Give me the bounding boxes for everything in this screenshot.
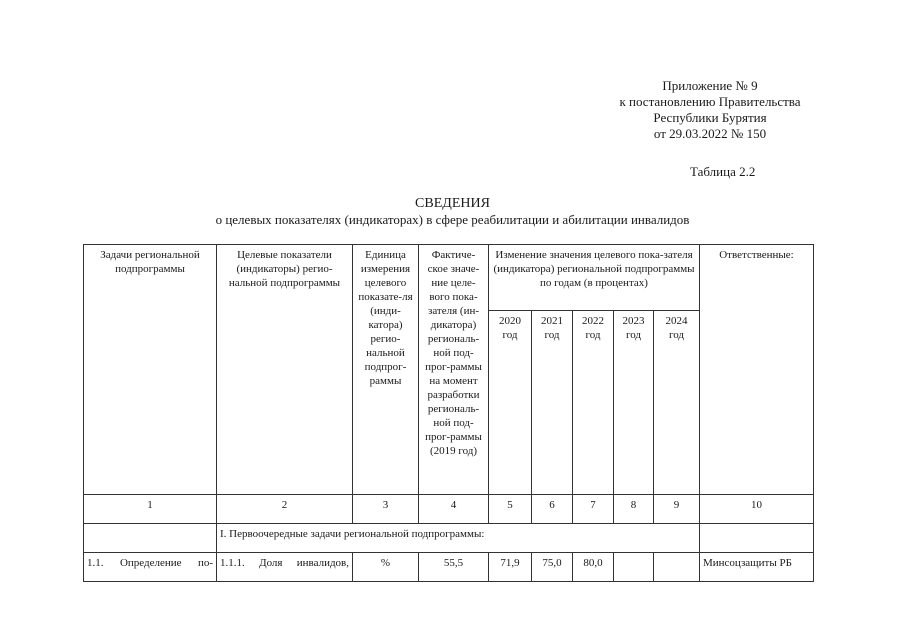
appendix-line-2: к постановлению Правительства: [619, 94, 801, 109]
column-number: 5: [489, 495, 532, 524]
cell-unit: %: [353, 553, 419, 582]
column-number: 7: [573, 495, 614, 524]
column-number: 1: [84, 495, 217, 524]
header-year-2022: 2022 год: [573, 311, 614, 495]
cell-2023: [614, 553, 654, 582]
header-indicators: Целевые показатели (индикаторы) регио-нальной подпрограммы: [217, 245, 353, 495]
header-row: [84, 245, 814, 311]
appendix-line-3: Республики Бурятия: [653, 110, 767, 125]
header-actual-value: Фактиче-ское значе-ние целе-вого пока-зателя (ин-дикатора) региональ-ной под-прог-раммы на момент разработки региональ-ной под-прог-раммы (2019 год): [419, 245, 489, 495]
column-number: 9: [654, 495, 700, 524]
column-numbers-row: [84, 495, 814, 524]
cell-responsible: Минсоцзащиты РБ: [700, 553, 814, 582]
column-number: 10: [700, 495, 814, 524]
indicators-table: [83, 244, 814, 582]
header-tasks: Задачи региональной подпрограммы: [84, 245, 217, 495]
column-number: 8: [614, 495, 654, 524]
column-number: 6: [532, 495, 573, 524]
header-year-2023: 2023 год: [614, 311, 654, 495]
header-year-2021: 2021 год: [532, 311, 573, 495]
header-unit: Единица измерения целевого показате-ля (инди-катора) регио-нальной подпрог-раммы: [353, 245, 419, 495]
header-responsible: Ответственные:: [700, 245, 814, 495]
table-number: Таблица 2.2: [690, 164, 756, 179]
section-empty-cell: [84, 524, 217, 553]
cell-2022: 80,0: [573, 553, 614, 582]
appendix-line-4: от 29.03.2022 № 150: [653, 126, 767, 141]
header-year-2020: 2020 год: [489, 311, 532, 495]
cell-actual: 55,5: [419, 553, 489, 582]
cell-2024: [654, 553, 700, 582]
column-number: 3: [353, 495, 419, 524]
cell-2020: 71,9: [489, 553, 532, 582]
cell-indicator: 1.1.1. Доля инвалидов,: [217, 553, 353, 582]
cell-2021: 75,0: [532, 553, 573, 582]
section-row: [84, 524, 814, 553]
section-title: I. Первоочередные задачи региональной подпрограммы:: [217, 524, 700, 553]
section-empty-cell: [700, 524, 814, 553]
header-year-2024: 2024 год: [654, 311, 700, 495]
header-change-by-year: Изменение значения целевого пока-зателя (индикатора) региональной подпрограммы по годам (в процентах): [489, 245, 700, 311]
document-title: СВЕДЕНИЯ: [415, 196, 490, 211]
appendix-line-1: Приложение № 9: [662, 78, 758, 93]
column-number: 2: [217, 495, 353, 524]
column-number: 4: [419, 495, 489, 524]
table-row: [84, 553, 814, 582]
appendix-block: [560, 78, 860, 142]
cell-task: 1.1. Определение по-: [84, 553, 217, 582]
document-subtitle: о целевых показателях (индикаторах) в сфере реабилитации и абилитации инвалидов: [215, 212, 690, 227]
